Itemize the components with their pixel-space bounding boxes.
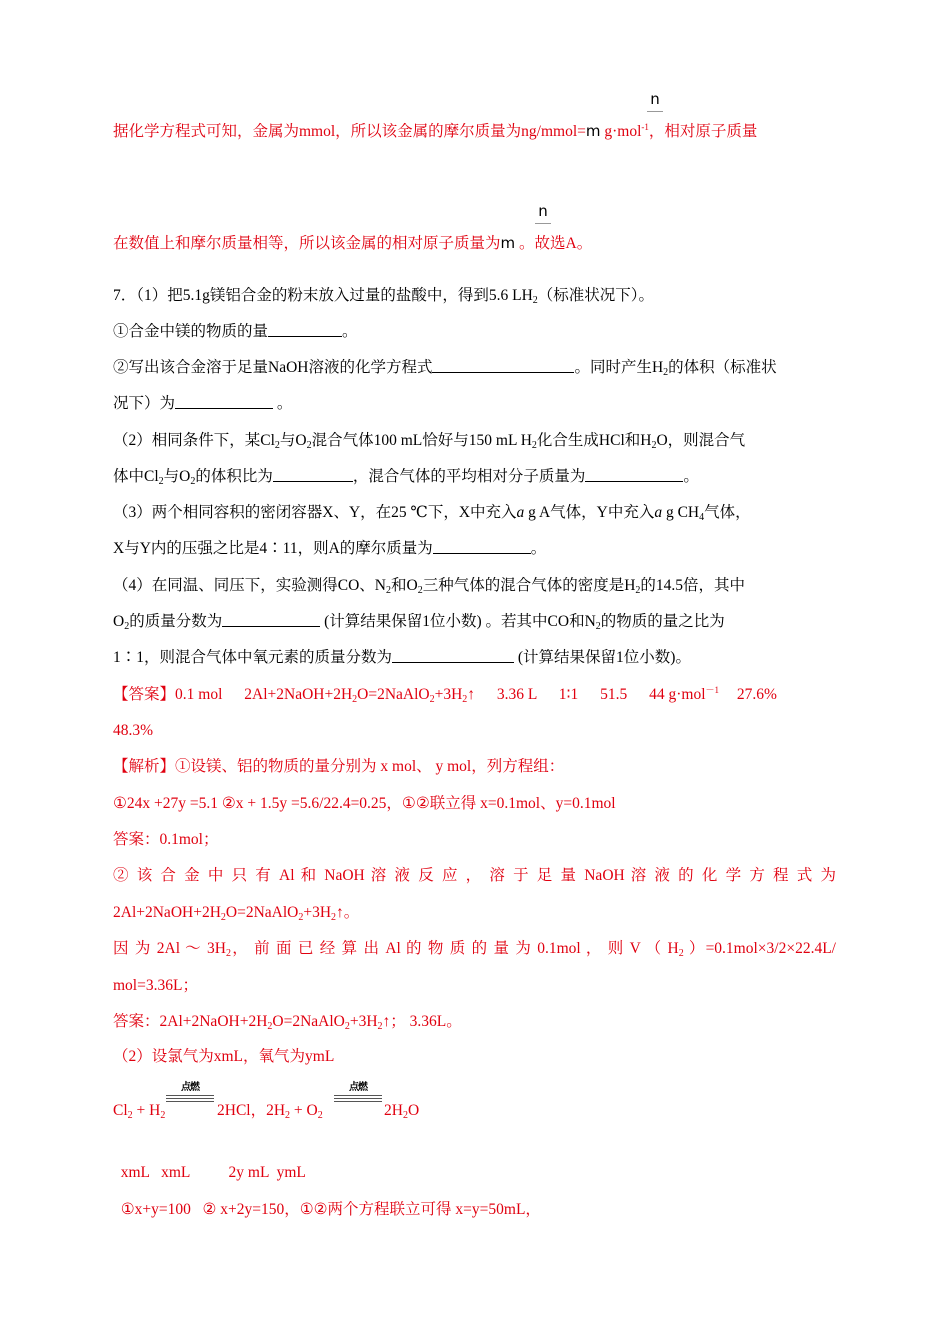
fraction-bar-1 [647, 111, 663, 112]
analysis-text: ）=0.1mol×3/2×22.4L/ [683, 940, 836, 957]
q7-text: 。 [273, 395, 293, 412]
q7-text: 化合生成HCl和H [536, 432, 652, 449]
para2-text-after: 。故选A。 [519, 235, 593, 252]
analysis-text: O=2NaAlO [272, 1013, 345, 1030]
q7-text: 三种气体的混合气体的密度是H [422, 577, 636, 594]
analysis-text: 因 为 2Al ～ 3H [113, 940, 226, 957]
variable-a: a [516, 504, 525, 521]
q7-text: 和O [390, 577, 418, 594]
q7-text: （4）在同温、同压下，实验测得CO、N [113, 577, 386, 594]
variable-a: a [654, 504, 663, 521]
equation-line-middle [217, 1100, 323, 1122]
q7-line-3 [113, 357, 777, 379]
analysis-text: ①x+y=100 ② x+2y=150，①②两个方程联立可得 x=y=50mL， [120, 1201, 541, 1218]
subscript: 2 [220, 912, 226, 923]
q7-text: （3）两个相同容积的密闭容器X、Y，在25 ℃下，X中充入 [113, 504, 517, 521]
q7-text: 。同时产生H [574, 359, 664, 376]
subscript: 2 [402, 1110, 408, 1121]
q7-line-7 [113, 502, 751, 524]
answer-tag: 【答案】 [113, 686, 176, 703]
analysis-text: ↑； 3.36L。 [382, 1013, 462, 1030]
q7-text: 的体积比为 [195, 468, 273, 485]
para1-text-before: 据化学方程式可知，金属为mmol，所以该金属的摩尔质量为ng/mmol= [113, 123, 586, 140]
subscript: 2 [190, 476, 196, 487]
analysis-text: ①设镁、铝的物质的量分别为 x mol、 y mol，列方程组： [175, 758, 565, 775]
analysis-text: 2Al+2NaOH+2H [113, 904, 221, 921]
analysis-text: ↑。 [336, 904, 360, 921]
q7-text: （标准状况下）。 [537, 287, 655, 304]
answer-value: 44 g·mol [649, 686, 706, 703]
analysis-line-7 [113, 975, 198, 997]
fraction-denominator-1: m [585, 122, 601, 140]
q7-text: X与Y内的压强之比是4∶11，则A的摩尔质量为 [113, 540, 433, 557]
answer-blank[interactable] [175, 394, 273, 409]
equation-text: + O [290, 1102, 318, 1119]
q7-text: 。 [342, 323, 358, 340]
q7-line-4 [113, 393, 292, 415]
equation-line-left [113, 1100, 165, 1122]
q7-line-5 [113, 430, 745, 452]
q7-line-2 [113, 321, 358, 343]
q7-text: (计算结果保留1位小数)。 [514, 649, 691, 666]
equals-bar [166, 1101, 214, 1102]
q7-text: 7．（1）把5.1g镁铝合金的粉末放入过量的盐酸中，得到5.6 LH [113, 287, 533, 304]
answer-value: ↑ [467, 686, 476, 703]
q7-text: 的14.5倍，其中 [640, 577, 746, 594]
fraction-numerator-2: n [538, 202, 548, 220]
q7-line-8 [113, 538, 546, 560]
q7-text: g CH [662, 504, 700, 521]
analysis-text: O=2NaAlO [225, 904, 299, 921]
q7-text: 的质量分数为 [129, 613, 223, 630]
equation-line-right [384, 1100, 419, 1122]
para1-unit-exp: -1 [641, 122, 649, 132]
ignition-label: 点燃 [349, 1082, 367, 1093]
answer-line-1 [113, 684, 777, 706]
subscript: 2 [274, 440, 280, 451]
q7-text: 与O [279, 432, 307, 449]
answer-blank[interactable] [585, 467, 683, 482]
para2-text-before: 在数值上和摩尔质量相等，所以该金属的相对原子质量为 [113, 235, 501, 252]
subscript: 2 [678, 948, 684, 959]
subscript: 2 [417, 585, 423, 596]
answer-line-2 [113, 720, 153, 742]
subscript: 2 [462, 694, 468, 705]
answer-value: +3H [434, 686, 463, 703]
para1-text-after: ，相对原子质量 [648, 123, 758, 140]
equation-text: 2HCl，2H [217, 1102, 286, 1119]
q7-text: ①合金中镁的物质的量 [113, 323, 269, 340]
subscript: 2 [352, 694, 358, 705]
q7-text: 气体， [704, 504, 751, 521]
q7-text: 。 [683, 468, 699, 485]
q7-text: O，则混合气 [656, 432, 746, 449]
q7-line-10 [113, 611, 725, 633]
equals-bar [334, 1095, 382, 1099]
subscript: 2 [160, 1110, 166, 1121]
subscript: 2 [635, 585, 641, 596]
ignition-condition-2 [334, 1082, 382, 1102]
analysis-text: xmL xmL 2y mL ymL [120, 1164, 306, 1181]
subscript: 2 [306, 440, 312, 451]
analysis-line-2 [113, 793, 616, 815]
subscript: 4 [699, 512, 705, 523]
subscript: 2 [531, 440, 537, 451]
subscript: 2 [385, 585, 391, 596]
fraction-bar-2 [535, 223, 551, 224]
q7-line-1 [113, 285, 654, 307]
q7-text: 。 [530, 540, 547, 557]
analysis-line-1 [113, 756, 564, 778]
q7-text: 1∶1，则混合气体中氧元素的质量分数为 [113, 649, 393, 666]
analysis-text: +3H [303, 904, 332, 921]
analysis-line-4 [113, 865, 836, 887]
equals-bar [334, 1101, 382, 1102]
answer-exp: －1 [705, 685, 720, 695]
subscript: 2 [429, 694, 435, 705]
subscript: 2 [331, 912, 337, 923]
equals-bar [166, 1095, 214, 1099]
analysis-text: mol=3.36L； [113, 977, 198, 994]
answer-blank[interactable] [392, 648, 514, 663]
q7-text: (计算结果保留1位小数) 。若其中CO和N [320, 613, 596, 630]
q7-text: ②写出该合金溶于足量NaOH溶液的化学方程式 [113, 359, 433, 376]
answer-value: 1∶1 [558, 686, 579, 703]
subscript: 2 [317, 1110, 323, 1121]
analysis-text: 答案：0.1mol； [113, 831, 219, 848]
answer-value: 48.3% [113, 722, 154, 739]
answer-blank[interactable] [222, 612, 320, 627]
answer-blank[interactable] [268, 322, 342, 337]
q7-text: 况下）为 [113, 395, 176, 412]
subscript: 2 [595, 621, 601, 632]
equation-text: O [407, 1102, 420, 1119]
equation-text: + H [132, 1102, 161, 1119]
analysis-text: （2）设氯气为xmL，氧气为ymL [113, 1048, 335, 1065]
fraction-denominator-2: m [500, 234, 516, 252]
analysis-line-5 [113, 902, 359, 924]
para2-line [113, 232, 592, 255]
answer-blank[interactable] [432, 358, 574, 373]
q7-text: O [113, 613, 125, 630]
subscript: 2 [344, 1021, 350, 1032]
analysis-text: ①24x +27y =5.1 ②x + 1.5y =5.6/22.4=0.25，①②联立得 x=0.1mol、y=0.1mol [113, 795, 616, 812]
q7-text: （2）相同条件下，某Cl [113, 432, 275, 449]
subscript: 2 [225, 948, 231, 959]
q7-text: 的物质的量之比为 [600, 613, 725, 630]
q7-text: g A气体，Y中充入 [524, 504, 655, 521]
answer-value: 27.6% [736, 686, 777, 703]
subscript: 2 [285, 1110, 291, 1121]
answer-value: 3.36 L [496, 686, 537, 703]
answer-value: 2Al+2NaOH+2H [244, 686, 353, 703]
answer-blank[interactable] [433, 539, 531, 554]
answer-value: 51.5 [600, 686, 628, 703]
subscript: 2 [377, 1021, 383, 1032]
q7-text: 体中Cl [113, 468, 159, 485]
q7-text: ，混合气体的平均相对分子质量为 [352, 468, 586, 485]
q7-line-9 [113, 575, 745, 597]
analysis-line-9 [113, 1046, 334, 1068]
subscript: 2 [124, 621, 130, 632]
q7-text: 混合气体100 mL恰好与150 mL H [311, 432, 532, 449]
ignition-label: 点燃 [181, 1082, 199, 1093]
subscript: 2 [127, 1110, 133, 1121]
q7-text: 与O [163, 468, 191, 485]
analysis-text: ， 前 面 已 经 算 出 Al 的 物 质 的 量 为 0.1mol ， 则 V （ H [230, 940, 679, 957]
para1-unit: g·mol [604, 123, 642, 140]
q7-line-11 [113, 647, 691, 669]
analysis-line-8 [113, 1011, 462, 1033]
para1-line [113, 120, 757, 143]
answer-blank[interactable] [273, 467, 353, 482]
ignition-condition-1 [166, 1082, 214, 1102]
equation-text: Cl [113, 1102, 128, 1119]
equation-text: 2H [384, 1102, 403, 1119]
subscript: 2 [298, 912, 304, 923]
analysis-line-3 [113, 829, 219, 851]
fraction-numerator-1: n [650, 90, 660, 108]
analysis-text: 答案：2Al+2NaOH+2H [113, 1013, 268, 1030]
subscript: 2 [651, 440, 657, 451]
analysis-tag: 【解析】 [113, 758, 176, 775]
q7-line-6 [113, 466, 699, 488]
subscript: 2 [532, 295, 538, 306]
analysis-line-6 [113, 938, 836, 960]
q7-text: 的体积（标准状 [668, 359, 777, 376]
analysis-text: +3H [349, 1013, 378, 1030]
analysis-line-12 [113, 1177, 541, 1221]
analysis-text: ② 该 合 金 中 只 有 Al 和 NaOH 溶 液 反 应 ， 溶 于 足 量 NaOH 溶 液 的 化 学 方 程 式 为 [113, 867, 836, 884]
subscript: 2 [267, 1021, 273, 1032]
answer-value: O=2NaAlO [357, 686, 430, 703]
subscript: 2 [158, 476, 164, 487]
answer-value: 0.1 mol [175, 686, 223, 703]
subscript: 2 [663, 367, 669, 378]
